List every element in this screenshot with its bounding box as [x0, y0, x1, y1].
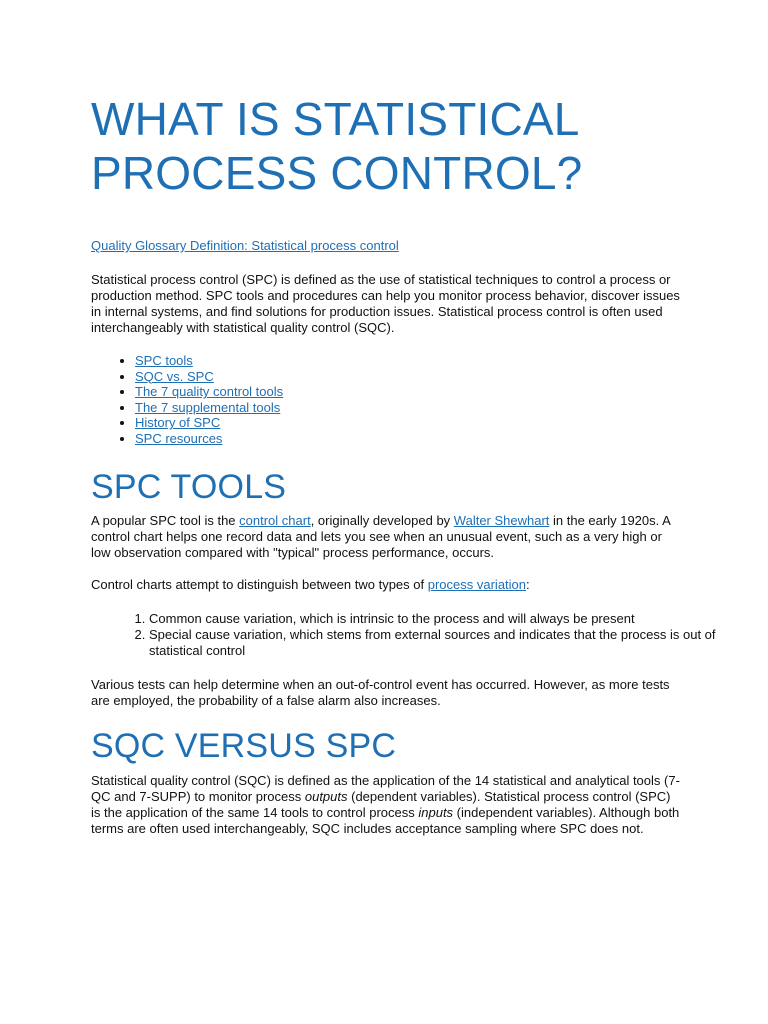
list-item: 1. Common cause variation, which is intrinsic to the process and will always be present: [149, 611, 739, 627]
emphasis-inputs: inputs: [418, 805, 454, 820]
toc-item-spc-tools: [135, 353, 283, 369]
control-chart-link[interactable]: control chart: [239, 513, 311, 528]
text-run: Statistical quality control (SQC) is defined as the application of the 14 statistical and analytical tools (7-QC and 7-SUPP) to monitor process: [91, 773, 680, 804]
sqc-versus-spc-heading: SQC VERSUS SPC: [91, 727, 397, 765]
toc-link-7-supp-tools[interactable]: The 7 supplemental tools: [135, 399, 281, 415]
text-run: (dependent variables). Statistical process control (SPC) is the application of the same 14 tools to control process: [91, 789, 671, 820]
text-run: (independent variables). Although both terms are often used interchangeably, SQC includes acceptance sampling where SPC does not.: [91, 805, 680, 836]
walter-shewhart-link[interactable]: Walter Shewhart: [453, 513, 550, 528]
page-title: WHAT IS STATISTICAL PROCESS CONTROL?: [91, 93, 583, 199]
sqc-versus-spc-paragraph: [91, 773, 681, 837]
list-item: 2. Special cause variation, which stems from external sources and indicates that the process is out of statistical control: [149, 627, 739, 659]
toc-item-sqc-vs-spc: [135, 369, 283, 385]
toc-item-7-qc-tools: [135, 384, 283, 400]
spc-tools-heading: SPC TOOLS: [91, 468, 287, 506]
toc-link-history[interactable]: History of SPC: [135, 415, 221, 431]
text-run: :: [526, 577, 530, 592]
process-variation-link[interactable]: process variation: [427, 577, 527, 592]
text-run: A popular SPC tool is the: [91, 513, 240, 528]
spc-tools-paragraph-3: Various tests can help determine when an out-of-control event has occurred. However, as more tests are employed, the probability of a false alarm also increases.: [91, 677, 670, 708]
glossary-link[interactable]: Quality Glossary Definition: Statistical process control: [91, 238, 399, 253]
spc-tools-paragraph-1: [91, 513, 681, 561]
toc-link-resources[interactable]: SPC resources: [135, 430, 223, 446]
text-run: Control charts attempt to distinguish between two types of: [91, 577, 428, 592]
glossary-paragraph: [91, 238, 681, 254]
emphasis-outputs: outputs: [304, 789, 348, 804]
table-of-contents: [91, 353, 283, 447]
toc-item-resources: [135, 431, 283, 447]
toc-link-sqc-vs-spc[interactable]: SQC vs. SPC: [135, 368, 214, 384]
toc-link-7-qc-tools[interactable]: The 7 quality control tools: [135, 384, 284, 400]
text-run: in the early 1920s. A control chart helps one record data and lets you see when an unusual event, such as a very high or low observation compared with "typical" process performance, occurs.: [91, 513, 671, 560]
toc-item-history: [135, 415, 283, 431]
variation-types-list: [91, 611, 739, 659]
toc-item-7-supp-tools: [135, 400, 283, 416]
toc-link-spc-tools[interactable]: SPC tools: [135, 353, 193, 368]
spc-tools-paragraph-2: [91, 577, 681, 593]
text-run: , originally developed by: [310, 513, 454, 528]
intro-paragraph: Statistical process control (SPC) is defined as the use of statistical techniques to control a process or production method. SPC tools and procedures can help you monitor process behavior, discover issues in internal systems, and find solutions for production issues. Statistical process control is often used interchangeably with statistical quality control (SQC).: [91, 272, 680, 335]
